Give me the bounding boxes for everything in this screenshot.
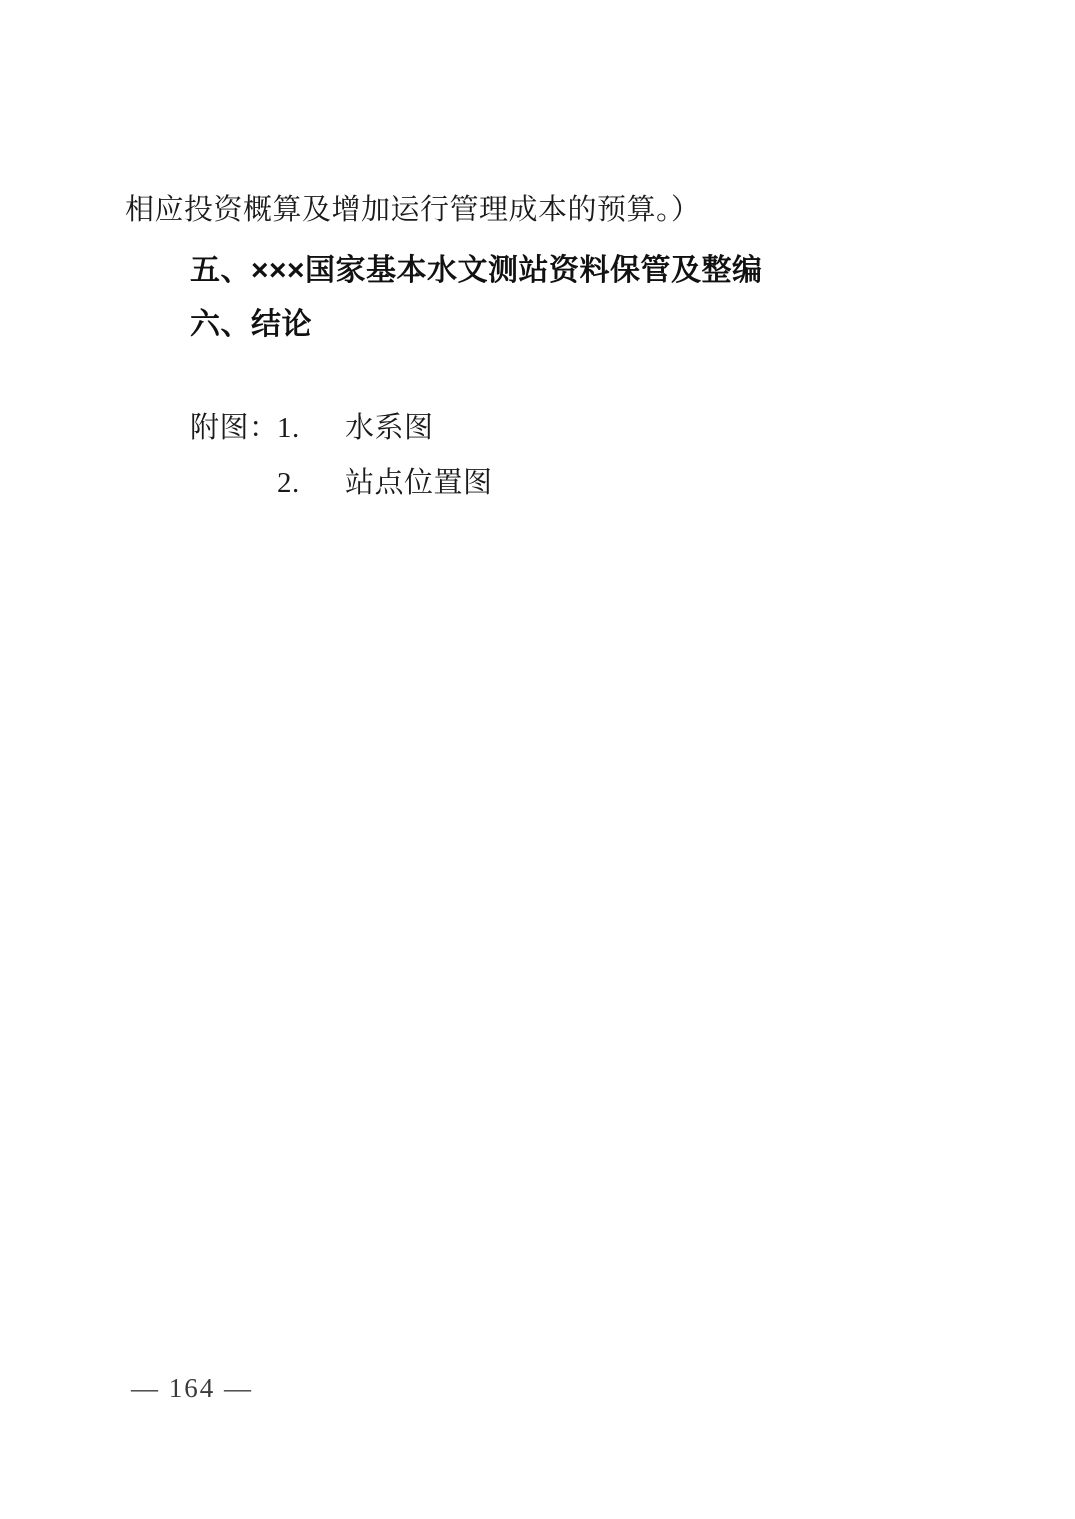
page-number: — 164 —: [131, 1373, 253, 1403]
attachment-line-1: [190, 410, 434, 446]
attachment-2-title: 站点位置图: [345, 467, 493, 499]
heading-section-five: 五、×××国家基本水文测站资料保管及整编: [190, 254, 763, 287]
attachment-2-number: 2.: [277, 467, 300, 499]
paragraph-continuation: 相应投资概算及增加运行管理成本的预算。）: [125, 194, 701, 226]
attachment-1-title: 水系图: [345, 412, 434, 444]
heading-section-six: 六、结论: [190, 308, 312, 341]
attachment-1-number: 1.: [277, 412, 300, 444]
attachments-label: 附图：: [190, 412, 279, 444]
attachment-line-2: [277, 465, 493, 501]
